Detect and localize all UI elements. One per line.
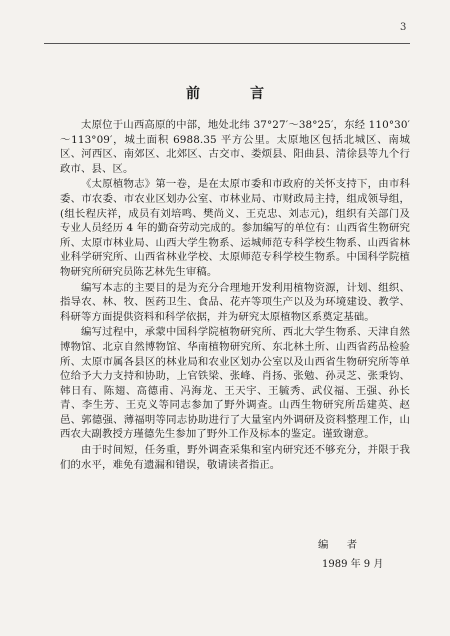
page-title: 前 言 xyxy=(186,86,282,102)
paragraph-location: 太原位于山西高原的中部，地处北纬 37°27′～38°25′，东经 110°30′～113°09′，城土面积 6988.35 平方公里。太原地区包括北城区、南城区、河西区、南郊区、北郊区、古交市、娄烦县、阳曲县、清徐县等九个行政市、县、区。 xyxy=(60,119,410,175)
page-number: 3 xyxy=(400,22,407,33)
preface-body xyxy=(60,118,410,473)
date: 1989 年 9 月 xyxy=(322,559,384,570)
header-rule xyxy=(44,43,410,44)
paragraph-compilation: 《太原植物志》第一卷，是在太原市委和市政府的关怀支持下，由市科委、市农委、市农业区划办公室、市林业局、市财政局主持，组成领导组，(组长程庆祥，成员有刘培鸣、樊尚义、王克忠、刘志元)，组织有关部门及专业人员经历 4 年的勤奋劳动完成的。参加编写的单位有：山西省生物研究所、太原市林业局、山西大学生物系、运城师范专科学校生物系、山西省林业科学研究所、山西省林业学校、太原师范专科学校生物系。中国科学院植物研究所研究员陈艺林先生审稿。 xyxy=(60,178,410,278)
paragraph-limitations: 由于时间短，任务重，野外调查采集和室内研究还不够充分，并限于我们的水平，难免有遗漏和错误，敬请读者指正。 xyxy=(60,444,410,471)
signature: 编 者 xyxy=(318,539,362,551)
paragraph-purpose: 编写本志的主要目的是为充分合理地开发利用植物资源，计划、组织、指导农、林、牧、医药卫生、食品、花卉等项生产以及为环境建设、教学、科研等方面提供资料和科学依据，并为研究太原植物区系奠定基础。 xyxy=(60,281,410,323)
paragraph-acknowledgements: 编写过程中，承蒙中国科学院植物研究所、西北大学生物系、天津自然博物馆、北京自然博物馆、华南植物研究所、东北林土所、山西省药品检验所、太原市属各县区的林业局和农业区划办公室以及山西省生物研究所等单位给予大力支持和协助，上官铁梁、张峰、肖扬、张勉、孙灵芝、张秉钧、韩日有、陈翅、高德甫、冯海龙、王天宇、王毓秀、武仪福、王强、孙长青、李生芳、王克义等同志参加了野外调查。山西生物研究所岳建英、赵邑、郭德强、薄福明等同志协助进行了大量室内外调研及资料整理工作，山西农大副教授方瑾德先生参加了野外工作及标本的鉴定。谨致谢意。 xyxy=(60,326,410,441)
